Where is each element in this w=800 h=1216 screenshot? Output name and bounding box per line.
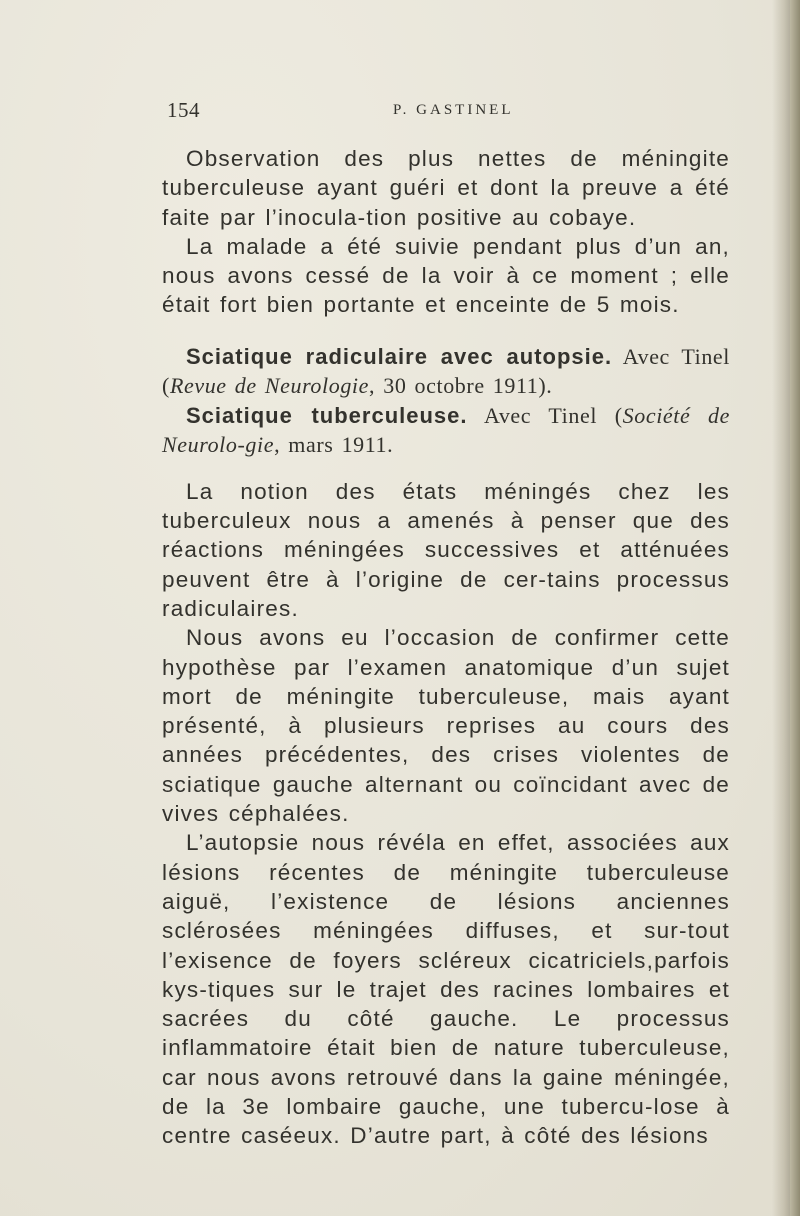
entry-journal: Revue de Neurologie — [169, 373, 370, 399]
running-head: P. GASTINEL — [393, 102, 514, 118]
spacer — [162, 460, 730, 477]
entry-date: , mars 1911. — [274, 432, 394, 458]
entry-title: Sciatique radiculaire avec autopsie. — [186, 343, 613, 369]
entry-journal: Société de Neurolo-gie — [162, 402, 730, 458]
paragraph: La notion des états méningés chez les tuberculeux nous a amenés à penser que des réactions méningées successives et atténuées peuvent être à l’origine de cer-tains processus radiculaires. — [162, 478, 730, 621]
paragraph: L’autopsie nous révéla en effet, associées aux lésions récentes de méningite tuberculeuse aiguë, l’existence de lésions anciennes sclérosées méningées diffuses, et sur-tout l’exisence de foyers scléreux cicatriciels,parfois kys-tiques sur le trajet des racines lombaires et sacrées du côté gauche. Le processus inflammatoire était bien de nature tuberculeuse, car nous avons retrouvé dans la gaine méningée, de la 3e lombaire gauche, une tubercu-lose à centre caséeux. D’autre part, à côté des lésions — [162, 830, 730, 1149]
entry-authors: Avec Tinel ( — [162, 343, 731, 399]
entry-title: Sciatique tuberculeuse. — [186, 402, 468, 428]
paragraph: Observation des plus nettes de méningite tuberculeuse ayant guéri et dont la preuve a été faite par l’inocula-tion positive au cobaye. — [162, 146, 730, 230]
page-number: 154 — [167, 98, 200, 122]
page-edge — [790, 0, 800, 1216]
bibliography-entry — [162, 401, 730, 460]
paragraph: La malade a été suivie pendant plus d’un an, nous avons cessé de la voir à ce moment ; elle était fort bien portante et enceinte de 5 mois. — [162, 233, 730, 318]
body-text — [162, 144, 730, 1151]
entry-authors: Avec Tinel ( — [467, 402, 623, 428]
page-header — [167, 98, 687, 128]
paragraph: Nous avons eu l’occasion de confirmer cette hypothèse par l’examen anatomique d’un sujet mort de méningite tuberculeuse, mais ayant présenté, à plusieurs reprises au cours des années précédentes, des crises violentes de sciatique gauche alternant ou coïncidant avec de vives céphalées. — [162, 625, 730, 827]
entry-date: , 30 octobre 1911). — [369, 373, 553, 399]
spacer — [162, 320, 730, 342]
bibliography-entry — [162, 342, 730, 401]
